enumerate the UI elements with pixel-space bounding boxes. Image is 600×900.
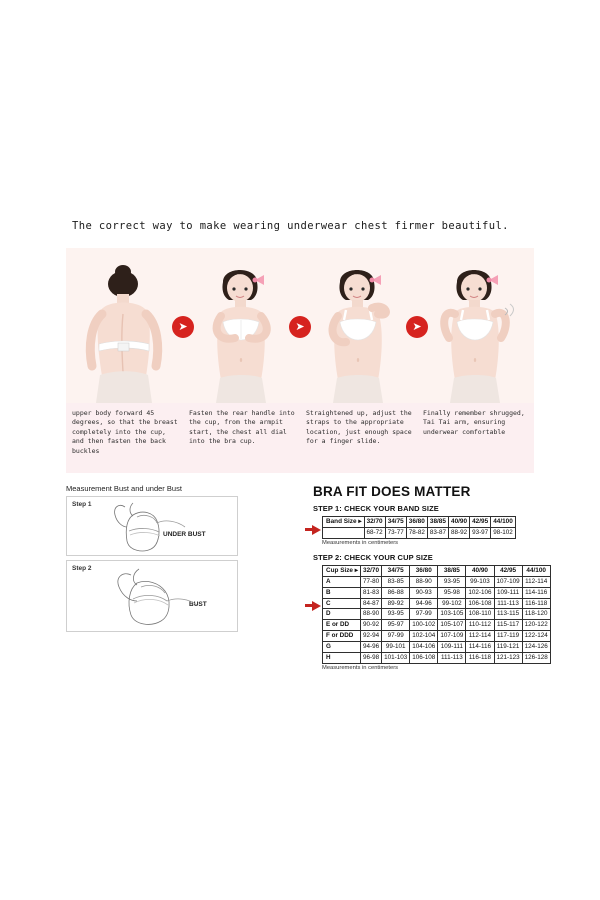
band-header-cell: 36/80 — [406, 517, 427, 528]
step-panel-4 — [417, 248, 534, 473]
cup-cell: 109-111 — [494, 587, 522, 598]
cup-cell: 111-113 — [494, 598, 522, 609]
step-caption-1: upper body forward 45 degrees, so that the breast completely into the cup, and then fasten the back buckles — [66, 403, 183, 473]
cup-row-label: B — [323, 587, 361, 598]
cup-cell: 94-96 — [410, 598, 438, 609]
cup-cell: 117-119 — [494, 631, 522, 642]
cup-cell: 109-111 — [438, 642, 466, 653]
cup-cell: 99-103 — [466, 576, 494, 587]
arrow-icon-2: ➤ — [289, 316, 311, 338]
cup-cell: 105-107 — [438, 620, 466, 631]
arrow-icon-1: ➤ — [172, 316, 194, 338]
band-size-table — [322, 516, 516, 539]
cup-header-cell: Cup Size ▸ — [323, 565, 361, 576]
cup-cell: 103-105 — [438, 609, 466, 620]
cup-cell: 118-120 — [522, 609, 550, 620]
cup-cell: 95-98 — [438, 587, 466, 598]
band-cell: 93-97 — [470, 528, 491, 539]
step-caption-2: Fasten the rear handle into the cup, from the armpit start, the chest all dial into the bra cup. — [183, 403, 300, 473]
cup-cell: 126-128 — [522, 652, 550, 663]
cup-cell: 110-112 — [466, 620, 494, 631]
cup-cell: 102-104 — [410, 631, 438, 642]
cup-cell: 99-101 — [382, 642, 410, 653]
table-row — [323, 631, 551, 642]
band-header-cell: 34/75 — [385, 517, 406, 528]
cup-cell: 116-118 — [466, 652, 494, 663]
cup-row-label: A — [323, 576, 361, 587]
page-title: The correct way to make wearing underwear chest firmer beautiful. — [72, 220, 509, 232]
cup-cell: 101-103 — [382, 652, 410, 663]
cup-header-cell: 44/100 — [522, 565, 550, 576]
cup-header-cell: 32/70 — [360, 565, 381, 576]
steps-strip — [66, 248, 534, 473]
cup-header-cell: 40/90 — [466, 565, 494, 576]
illustration-shrug — [417, 248, 534, 403]
cup-row-label: F or DDD — [323, 631, 361, 642]
step-photo-1 — [66, 248, 183, 403]
table-row — [323, 576, 551, 587]
cup-cell: 108-110 — [466, 609, 494, 620]
band-cell: 98-102 — [491, 528, 516, 539]
illustration-under-bust — [67, 497, 237, 555]
cup-cell: 119-121 — [494, 642, 522, 653]
table-row — [323, 620, 551, 631]
cup-row-label: D — [323, 609, 361, 620]
table-row — [323, 528, 516, 539]
cup-cell: 113-115 — [494, 609, 522, 620]
step-panel-1 — [66, 248, 183, 473]
cup-cell: 106-108 — [410, 652, 438, 663]
band-header-cell: 44/100 — [491, 517, 516, 528]
cup-cell: 97-99 — [382, 631, 410, 642]
band-arrow-tail — [305, 528, 312, 531]
cup-arrow-tail — [305, 604, 312, 607]
cup-cell: 106-108 — [466, 598, 494, 609]
measurement-step2-caption: BUST — [189, 601, 207, 608]
step-panel-2 — [183, 248, 300, 473]
cup-cell: 90-92 — [360, 620, 381, 631]
measurement-and-chart-section — [66, 484, 548, 684]
cup-row-label: G — [323, 642, 361, 653]
band-header-cell: 38/85 — [427, 517, 448, 528]
illustration-back-view — [66, 248, 183, 403]
cup-cell: 95-97 — [382, 620, 410, 631]
bra-fit-chart — [313, 484, 600, 678]
illustration-front-lean — [183, 248, 300, 403]
cup-cell: 88-90 — [410, 576, 438, 587]
cup-cell: 102-106 — [466, 587, 494, 598]
cup-arrow-icon — [312, 601, 321, 611]
cup-cell: 107-109 — [438, 631, 466, 642]
cup-cell: 84-87 — [360, 598, 381, 609]
cup-cell: 124-126 — [522, 642, 550, 653]
cup-cell: 122-124 — [522, 631, 550, 642]
cup-cell: 107-109 — [494, 576, 522, 587]
cup-cell: 121-123 — [494, 652, 522, 663]
measurement-step2-box — [66, 560, 238, 632]
band-header-cell: Band Size ▸ — [323, 517, 365, 528]
illustration-adjust-straps — [300, 248, 417, 403]
measurement-step1-box — [66, 496, 238, 556]
cup-cell: 112-114 — [466, 631, 494, 642]
table-row — [323, 587, 551, 598]
measurement-step2-label: Step 2 — [72, 565, 92, 572]
measurement-step1-label: Step 1 — [72, 501, 92, 508]
cup-cell: 116-118 — [522, 598, 550, 609]
cup-cell: 96-98 — [360, 652, 381, 663]
cup-cell: 111-113 — [438, 652, 466, 663]
cup-cell: 83-85 — [382, 576, 410, 587]
band-cell: 68-72 — [364, 528, 385, 539]
cup-size-table — [322, 565, 551, 664]
cup-cell: 120-122 — [522, 620, 550, 631]
cup-cell: 86-88 — [382, 587, 410, 598]
step-photo-3 — [300, 248, 417, 403]
step-caption-4: Finally remember shrugged, Tai Tai arm, ensuring underwear comfortable — [417, 403, 534, 473]
band-size-step-label: STEP 1: CHECK YOUR BAND SIZE — [313, 504, 439, 513]
arrow-icon-3: ➤ — [406, 316, 428, 338]
cup-cell: 100-102 — [410, 620, 438, 631]
cup-header-cell: 38/85 — [438, 565, 466, 576]
bra-fit-title: BRA FIT DOES MATTER — [313, 484, 471, 499]
cup-cell: 97-99 — [410, 609, 438, 620]
step-photo-2 — [183, 248, 300, 403]
illustration-bust — [67, 561, 237, 631]
step-panel-3 — [300, 248, 417, 473]
cup-header-row — [323, 565, 551, 576]
cup-cell: 104-106 — [410, 642, 438, 653]
cup-cell: 93-95 — [438, 576, 466, 587]
cup-note: Measurements in centimeters — [322, 664, 399, 671]
step-photo-4 — [417, 248, 534, 403]
table-row — [323, 652, 551, 663]
cup-cell: 114-116 — [522, 587, 550, 598]
cup-cell: 114-116 — [466, 642, 494, 653]
cup-row-label: C — [323, 598, 361, 609]
cup-header-cell: 34/75 — [382, 565, 410, 576]
cup-cell: 77-80 — [360, 576, 381, 587]
cup-row-label: H — [323, 652, 361, 663]
cup-cell: 93-95 — [382, 609, 410, 620]
cup-cell: 88-90 — [360, 609, 381, 620]
band-note: Measurements in centimeters — [322, 539, 399, 546]
measurement-title: Measurement Bust and under Bust — [66, 484, 182, 493]
table-row — [323, 609, 551, 620]
cup-cell: 89-92 — [382, 598, 410, 609]
band-cell: 83-87 — [427, 528, 448, 539]
cup-cell: 92-94 — [360, 631, 381, 642]
table-row — [323, 642, 551, 653]
measurement-step1-caption: UNDER BUST — [163, 531, 206, 538]
band-header-row — [323, 517, 516, 528]
cup-cell: 115-117 — [494, 620, 522, 631]
cup-header-cell: 36/80 — [410, 565, 438, 576]
band-row-label — [323, 528, 365, 539]
cup-cell: 90-93 — [410, 587, 438, 598]
band-header-cell: 40/90 — [448, 517, 469, 528]
step-caption-3: Straightened up, adjust the straps to the appropriate location, just enough space for a finger slide. — [300, 403, 417, 473]
band-header-cell: 32/70 — [364, 517, 385, 528]
band-cell: 78-82 — [406, 528, 427, 539]
cup-cell: 94-96 — [360, 642, 381, 653]
band-header-cell: 42/95 — [470, 517, 491, 528]
band-cell: 88-92 — [448, 528, 469, 539]
cup-row-label: E or DD — [323, 620, 361, 631]
band-cell: 73-77 — [385, 528, 406, 539]
cup-cell: 99-102 — [438, 598, 466, 609]
band-arrow-icon — [312, 525, 321, 535]
cup-cell: 112-114 — [522, 576, 550, 587]
cup-header-cell: 42/95 — [494, 565, 522, 576]
table-row — [323, 598, 551, 609]
cup-cell: 81-83 — [360, 587, 381, 598]
cup-size-step-label: STEP 2: CHECK YOUR CUP SIZE — [313, 552, 433, 562]
